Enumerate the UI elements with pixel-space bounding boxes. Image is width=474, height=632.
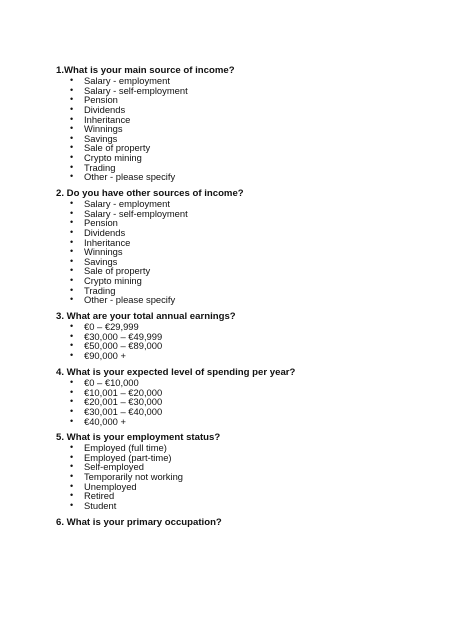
bullet-icon: • [70,490,74,501]
option-label: Crypto mining [84,152,142,164]
option-label: Employed (full time) [84,442,167,453]
bullet-icon: • [70,207,74,218]
option-label: €40,000 + [84,415,126,427]
list-item [56,172,456,182]
option-label: Dividends [84,226,126,238]
bullet-icon: • [70,442,74,452]
bullet-icon: • [70,152,74,163]
bullet-icon: • [70,377,74,387]
list-item [56,153,456,163]
bullet-icon: • [70,340,74,351]
bullet-icon: • [70,161,74,172]
bullet-icon: • [70,451,74,462]
bullet-icon: • [70,349,74,360]
bullet-icon: • [70,113,74,124]
bullet-icon: • [70,171,74,182]
question-title: 1.What is your main source of income? [56,65,235,76]
list-item [56,295,456,305]
bullet-icon: • [70,470,74,481]
option-label: Other - please specify [84,171,176,183]
option-label: €10,001 – €20,000 [84,386,163,398]
bullet-icon: • [70,330,74,341]
list-item [56,417,456,427]
option-label: Other - please specify [84,294,176,306]
list-item [56,351,456,361]
option-label: Retired [84,490,115,502]
bullet-icon: • [70,236,74,247]
bullet-icon: • [70,198,74,208]
bullet-icon: • [70,284,74,295]
question-3 [56,311,456,361]
options-list [56,322,456,361]
option-label: Self-employed [84,461,144,473]
option-label: Winnings [84,123,123,135]
question-2 [56,188,456,305]
bullet-icon: • [70,396,74,407]
bullet-icon: • [70,255,74,266]
option-label: Salary - employment [84,198,170,209]
question-1 [56,65,456,182]
option-label: €0 – €29,999 [84,321,139,332]
bullet-icon: • [70,246,74,257]
bullet-icon: • [70,461,74,472]
option-label: Crypto mining [84,275,142,287]
option-label: Temporarily not working [84,470,183,482]
option-label: Salary - employment [84,75,170,86]
question-title: 3. What are your total annual earnings? [56,311,236,322]
option-label: Winnings [84,246,123,258]
option-label: Inheritance [84,113,131,125]
list-item [56,482,456,492]
question-5 [56,432,456,510]
question-4 [56,367,456,426]
option-label: €30,000 – €49,999 [84,330,163,342]
question-title: 5. What is your employment status? [56,432,221,443]
list-item [56,501,456,511]
bullet-icon: • [70,75,74,85]
option-label: €50,000 – €89,000 [84,340,163,352]
option-label: Unemployed [84,480,137,492]
option-label: Sale of property [84,142,151,154]
bullet-icon: • [70,294,74,305]
option-label: Student [84,499,117,511]
option-label: Inheritance [84,236,131,248]
list-item [56,276,456,286]
bullet-icon: • [70,415,74,426]
bullet-icon: • [70,321,74,331]
option-label: Pension [84,217,118,229]
bullet-icon: • [70,142,74,153]
option-label: Salary - self-employment [84,207,188,219]
bullet-icon: • [70,226,74,237]
option-label: €30,001 – €40,000 [84,405,163,417]
bullet-icon: • [70,480,74,491]
option-label: Trading [84,161,116,173]
option-label: Employed (part-time) [84,451,172,463]
bullet-icon: • [70,84,74,95]
option-label: Savings [84,132,118,144]
bullet-icon: • [70,132,74,143]
question-title: 6. What is your primary occupation? [56,517,222,528]
option-label: Salary - self-employment [84,84,188,96]
bullet-icon: • [70,275,74,286]
options-list [56,199,456,305]
option-label: Savings [84,255,118,267]
options-list [56,76,456,182]
options-list [56,378,456,426]
options-list [56,443,456,510]
question-title: 4. What is your expected level of spending per year? [56,367,296,378]
question-6 [56,517,456,528]
option-label: Trading [84,284,116,296]
bullet-icon: • [70,217,74,228]
bullet-icon: • [70,499,74,510]
option-label: Pension [84,94,118,106]
bullet-icon: • [70,405,74,416]
question-title: 2. Do you have other sources of income? [56,188,244,199]
bullet-icon: • [70,94,74,105]
option-label: €90,000 + [84,349,126,361]
option-label: Dividends [84,103,126,115]
option-label: €0 – €10,000 [84,377,139,388]
bullet-icon: • [70,103,74,114]
option-label: Sale of property [84,265,151,277]
bullet-icon: • [70,386,74,397]
bullet-icon: • [70,123,74,134]
bullet-icon: • [70,265,74,276]
option-label: €20,001 – €30,000 [84,396,163,408]
